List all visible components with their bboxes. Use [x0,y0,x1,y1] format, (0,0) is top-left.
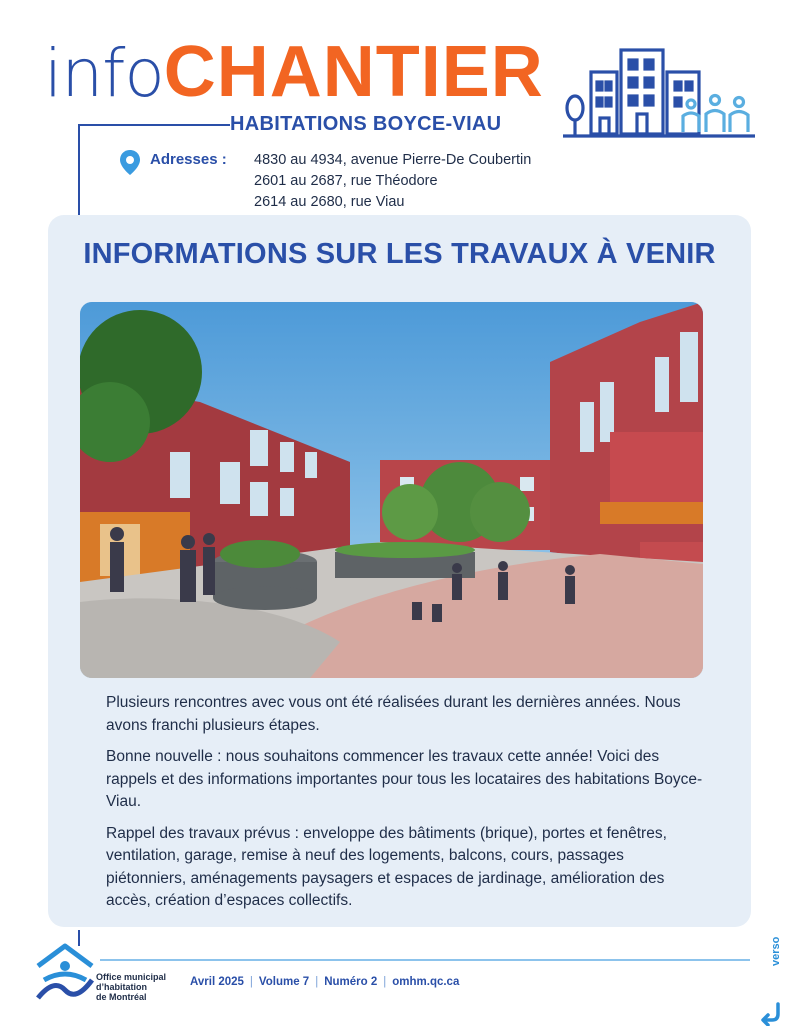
address-line: 4830 au 4934, avenue Pierre-De Coubertin [254,152,532,168]
issue-volume: Volume 7 [258,976,310,988]
header-subtitle: HABITATIONS BOYCE-VIAU [230,113,502,135]
publication-info [190,976,459,988]
turn-page-arrow-icon [758,1000,784,1026]
logo-chantier-text: CHANTIER [163,32,544,112]
omhm-logo [34,940,96,1004]
paragraph: Plusieurs rencontres avec vous ont été réalisées durant les dernières années. Nous avons franchi plusieurs étapes. [106,694,681,734]
issue-date: Avril 2025 [190,976,244,988]
verso-label: verso [770,936,782,966]
logo-info-text: info [44,35,164,112]
address-label: Adresses : [150,151,227,168]
org-line: Office municipal [96,972,167,982]
separator: | [249,976,253,988]
separator: | [315,976,319,988]
courtyard-rendering-image [80,302,703,678]
omhm-org-name [96,972,166,1002]
body-text [106,692,706,922]
website-link[interactable]: omhm.qc.ca [392,976,460,988]
infochantier-logo [44,32,544,112]
address-line: 2614 au 2680, rue Viau [254,194,405,210]
header-bracket-line [78,124,230,216]
org-line: d’habitation [96,982,147,992]
section-title: INFORMATIONS SUR LES TRAVAUX À VENIR [83,238,716,270]
paragraph: Rappel des travaux prévus : enveloppe des bâtiments (brique), portes et fenêtres, ventilation, garage, remise à neuf des logements, balcons, cours, passages piétonniers, aménagements paysagers et espaces de jardinage, amélioration des accès, création d’espaces collectifs. [106,824,667,909]
buildings-icon [563,42,755,140]
location-pin-icon [118,148,142,176]
footer-divider [100,959,750,961]
issue-number: Numéro 2 [324,976,378,988]
org-line: de Montréal [96,992,147,1002]
address-line: 2601 au 2687, rue Théodore [254,173,438,189]
address-list [254,150,531,213]
separator: | [383,976,387,988]
paragraph: Bonne nouvelle : nous souhaitons commencer les travaux cette année! Voici des rappels et des informations importantes pour tous les locataires des habitations Boyce-Viau. [106,748,703,810]
